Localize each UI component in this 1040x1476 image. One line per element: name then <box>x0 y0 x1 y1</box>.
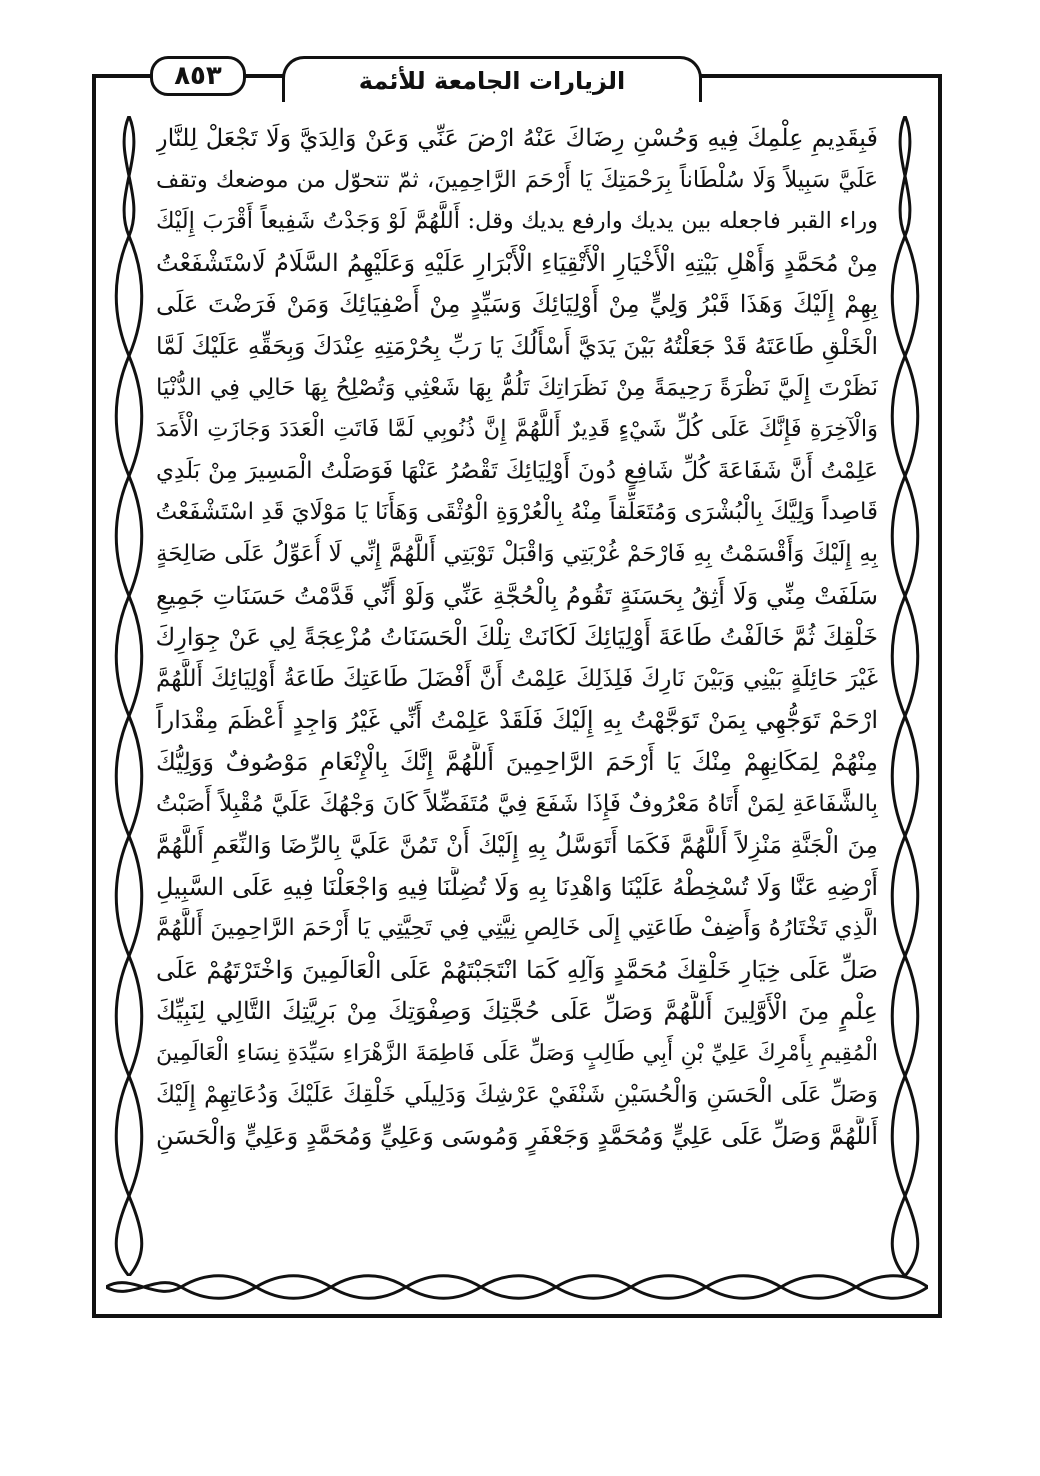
text-line: عَلِمْتُ أَنَّ شَفَاعَةَ كُلِّ شَافِعٍ دُونَ أَوْلِيَائِكَ تَقْصُرُ عَنْهَا فَوَصَلْتُ الْمَسِيرَ مِنْ بَلَدِي <box>156 457 878 484</box>
page-frame <box>92 56 942 1318</box>
text-line: بِالشَّفَاعَةِ لِمَنْ أَتَاهُ مَعْرُوفٌ فَإِذَا شَفَعَ فِيَّ مُتَفَضِّلاً كَانَ وَجْهُكَ عَلَيَّ مُقْبِلاً أَصَبْتُ <box>156 790 878 817</box>
text-line: الْمُقِيمِ بِأَمْرِكَ عَلِيِّ بْنِ أَبِي طَالِبٍ وَصَلِّ عَلَى فَاطِمَةَ الزَّهْرَاءِ سَيِّدَةِ نِسَاءِ الْعَالَمِينَ <box>156 1041 878 1067</box>
running-header <box>282 56 702 102</box>
text-line: وراء القبر فاجعله بين يديك وارفع يديك وقل: أَللَّهُمَّ لَوْ وَجَدْتُ شَفِيعاً أَقْرَبَ إِلَيْكَ <box>156 208 878 235</box>
text-line: بِهِ إِلَيْكَ وَأَقْسَمْتُ بِهِ فَارْحَمْ غُرْبَتِي وَاقْبَلْ تَوْبَتِي أَللَّهُمَّ إِنِّي لَا أُعَوِّلُ عَلَى صَالِحَةٍ <box>156 540 878 567</box>
text-line: غَيْرَ حَائِلَةٍ بَيْنِي وَبَيْنَ نَارِكَ فَلِذَلِكَ عَلِمْتُ أَنَّ أَفْضَلَ طَاعَتِكَ طَاعَةُ أَوْلِيَائِكَ أَللَّهُمَّ <box>156 665 878 692</box>
text-line: خَلْقِكَ ثُمَّ خَالَفْتُ طَاعَةَ أَوْلِيَائِكَ لَكَانَتْ تِلْكَ الْحَسَنَاتُ مُزْعِجَةً لِي عَنْ جِوَارِكَ <box>156 623 878 652</box>
text-line: ارْحَمْ تَوَجُّهِي بِمَنْ تَوَجَّهْتُ بِهِ إِلَيْكَ فَلَقَدْ عَلِمْتُ أَنِّي غَيْرُ وَاجِدٍ أَعْظَمَ مِقْدَاراً <box>156 706 878 735</box>
text-line: مِنَ الْجَنَّةِ مَنْزِلاً أَللَّهُمَّ فَكَمَا أَتَوَسَّلُ بِهِ إِلَيْكَ أَنْ تَمُنَّ عَلَيَّ بِالرِّضَا وَالنِّعَمِ أَللَّهُمَّ <box>156 831 878 860</box>
text-line: الَّذِي تَخْتَارُهُ وَأَضِفْ طَاعَتِي إِلَى خَالِصِ نِيَّتِي فِي تَحِيَّتِي يَا أَرْحَمَ الرَّاحِمِينَ أَللَّهُمَّ <box>156 915 878 942</box>
text-line: وَصَلِّ عَلَى الْحَسَنِ وَالْحُسَيْنِ شَنْفَيْ عَرْشِكَ وَدَلِيلَي خَلْقِكَ عَلَيْكَ وَدُعَاتِهِمْ إِلَيْكَ <box>156 1081 878 1108</box>
text-line: أَللَّهُمَّ وَصَلِّ عَلَى عَلِيٍّ وَمُحَمَّدٍ وَجَعْفَرٍ وَمُوسَى وَعَلِيٍّ وَمُحَمَّدٍ وَعَلِيٍّ وَالْحَسَنِ <box>156 1122 878 1151</box>
text-line: وَالْآخِرَةِ فَإِنَّكَ عَلَى كُلِّ شَيْءٍ قَدِيرٌ أَللَّهُمَّ إِنَّ ذُنُوبِي لَمَّا فَاتَتِ الْعَدَدَ وَجَازَتِ الْأَمَدَ <box>156 416 878 443</box>
bottom-vine-ornament <box>106 1270 928 1304</box>
right-vine-ornament <box>882 116 928 1276</box>
text-line: أَرْضِهِ عَنَّا وَلَا تُسْخِطْهُ عَلَيْنَا وَاهْدِنَا بِهِ وَلَا تُضِلَّنَا فِيهِ وَاجْعَلْنَا فِيهِ عَلَى السَّبِيلِ <box>156 872 878 901</box>
body-text <box>156 118 878 1258</box>
text-line: فَبِقَدِيمِ عِلْمِكَ فِيهِ وَحُسْنِ رِضَاكَ عَنْهُ ارْضَ عَنِّي وَعَنْ وَالِدَيَّ وَلَا تَجْعَلْ لِلنَّارِ <box>156 124 878 152</box>
text-line: عَلَيَّ سَبِيلاً وَلَا سُلْطَاناً بِرَحْمَتِكَ يَا أَرْحَمَ الرَّاحِمِينَ، ثمّ تتحوّل من موضعك وتقف <box>156 166 878 193</box>
text-line: عِلْمٍ مِنَ الْأَوَّلِينَ أَللَّهُمَّ وَصَلِّ عَلَى حُجَّتِكَ وَصِفْوَتِكَ مِنْ بَرِيَّتِكَ التَّالِي لِنَبِيِّكَ <box>156 997 878 1026</box>
text-line: صَلِّ عَلَى خِيَارِ خَلْقِكَ مُحَمَّدٍ وَآلِهِ كَمَا انْتَجَبْتَهُمْ عَلَى الْعَالَمِينَ وَاخْتَرْتَهُمْ عَلَى <box>156 955 878 984</box>
text-line: بِهِمْ إِلَيْكَ وَهَذَا قَبْرُ وَلِيٍّ مِنْ أَوْلِيَائِكَ وَسَيِّدٍ مِنْ أَصْفِيَائِكَ وَمَنْ فَرَضْتَ عَلَى <box>156 290 878 319</box>
page-number: ٨٥٣ <box>174 61 222 91</box>
text-line: نَظَرْتَ إِلَيَّ نَظْرَةً رَحِيمَةً مِنْ نَظَرَاتِكَ تَلُمُّ بِهَا شَعْثِي وَتُصْلِحُ بِهَا حَالِي فِي الدُّنْيَا <box>156 374 878 401</box>
text-line: الْخَلْقِ طَاعَتَهُ قَدْ جَعَلْتُهُ بَيْنَ يَدَيَّ أَسْأَلُكَ يَا رَبِّ بِحُرْمَتِهِ عِنْدَكَ وَبِحَقِّهِ عَلَيْكَ لَمَّا <box>156 331 878 360</box>
text-line: مِنْ مُحَمَّدٍ وَأَهْلِ بَيْتِهِ الْأَخْيَارِ الْأَتْقِيَاءِ الْأَبْرَارِ عَلَيْهِ وَعَلَيْهِمُ السَّلَامُ لَاسْتَشْفَعْتُ <box>156 248 878 277</box>
text-line: قَاصِداً وَلِيَّكَ بِالْبُشْرَى وَمُتَعَلِّقاً مِنْهُ بِالْعُرْوَةِ الْوُثْقَى وَهَأَنَا يَا مَوْلَايَ قَدِ اسْتَشْفَعْتُ <box>156 499 878 526</box>
text-line: مِنْهُمْ لِمَكَانِهِمْ مِنْكَ يَا أَرْحَمَ الرَّاحِمِينَ أَللَّهُمَّ إِنَّكَ بِالْإِنْعَامِ مَوْصُوفٌ وَوَلِيُّكَ <box>156 747 878 776</box>
text-line: سَلَفَتْ مِنِّي وَلَا أَثِقُ بِحَسَنَةٍ تَقُومُ بِالْحُجَّةِ عَنِّي وَلَوْ أَنِّي قَدَّمْتُ حَسَنَاتِ جَمِيعِ <box>156 581 878 610</box>
left-vine-ornament <box>106 116 152 1276</box>
running-header-title: الزيارات الجامعة للأئمة <box>358 66 626 95</box>
page-number-box <box>150 56 246 96</box>
